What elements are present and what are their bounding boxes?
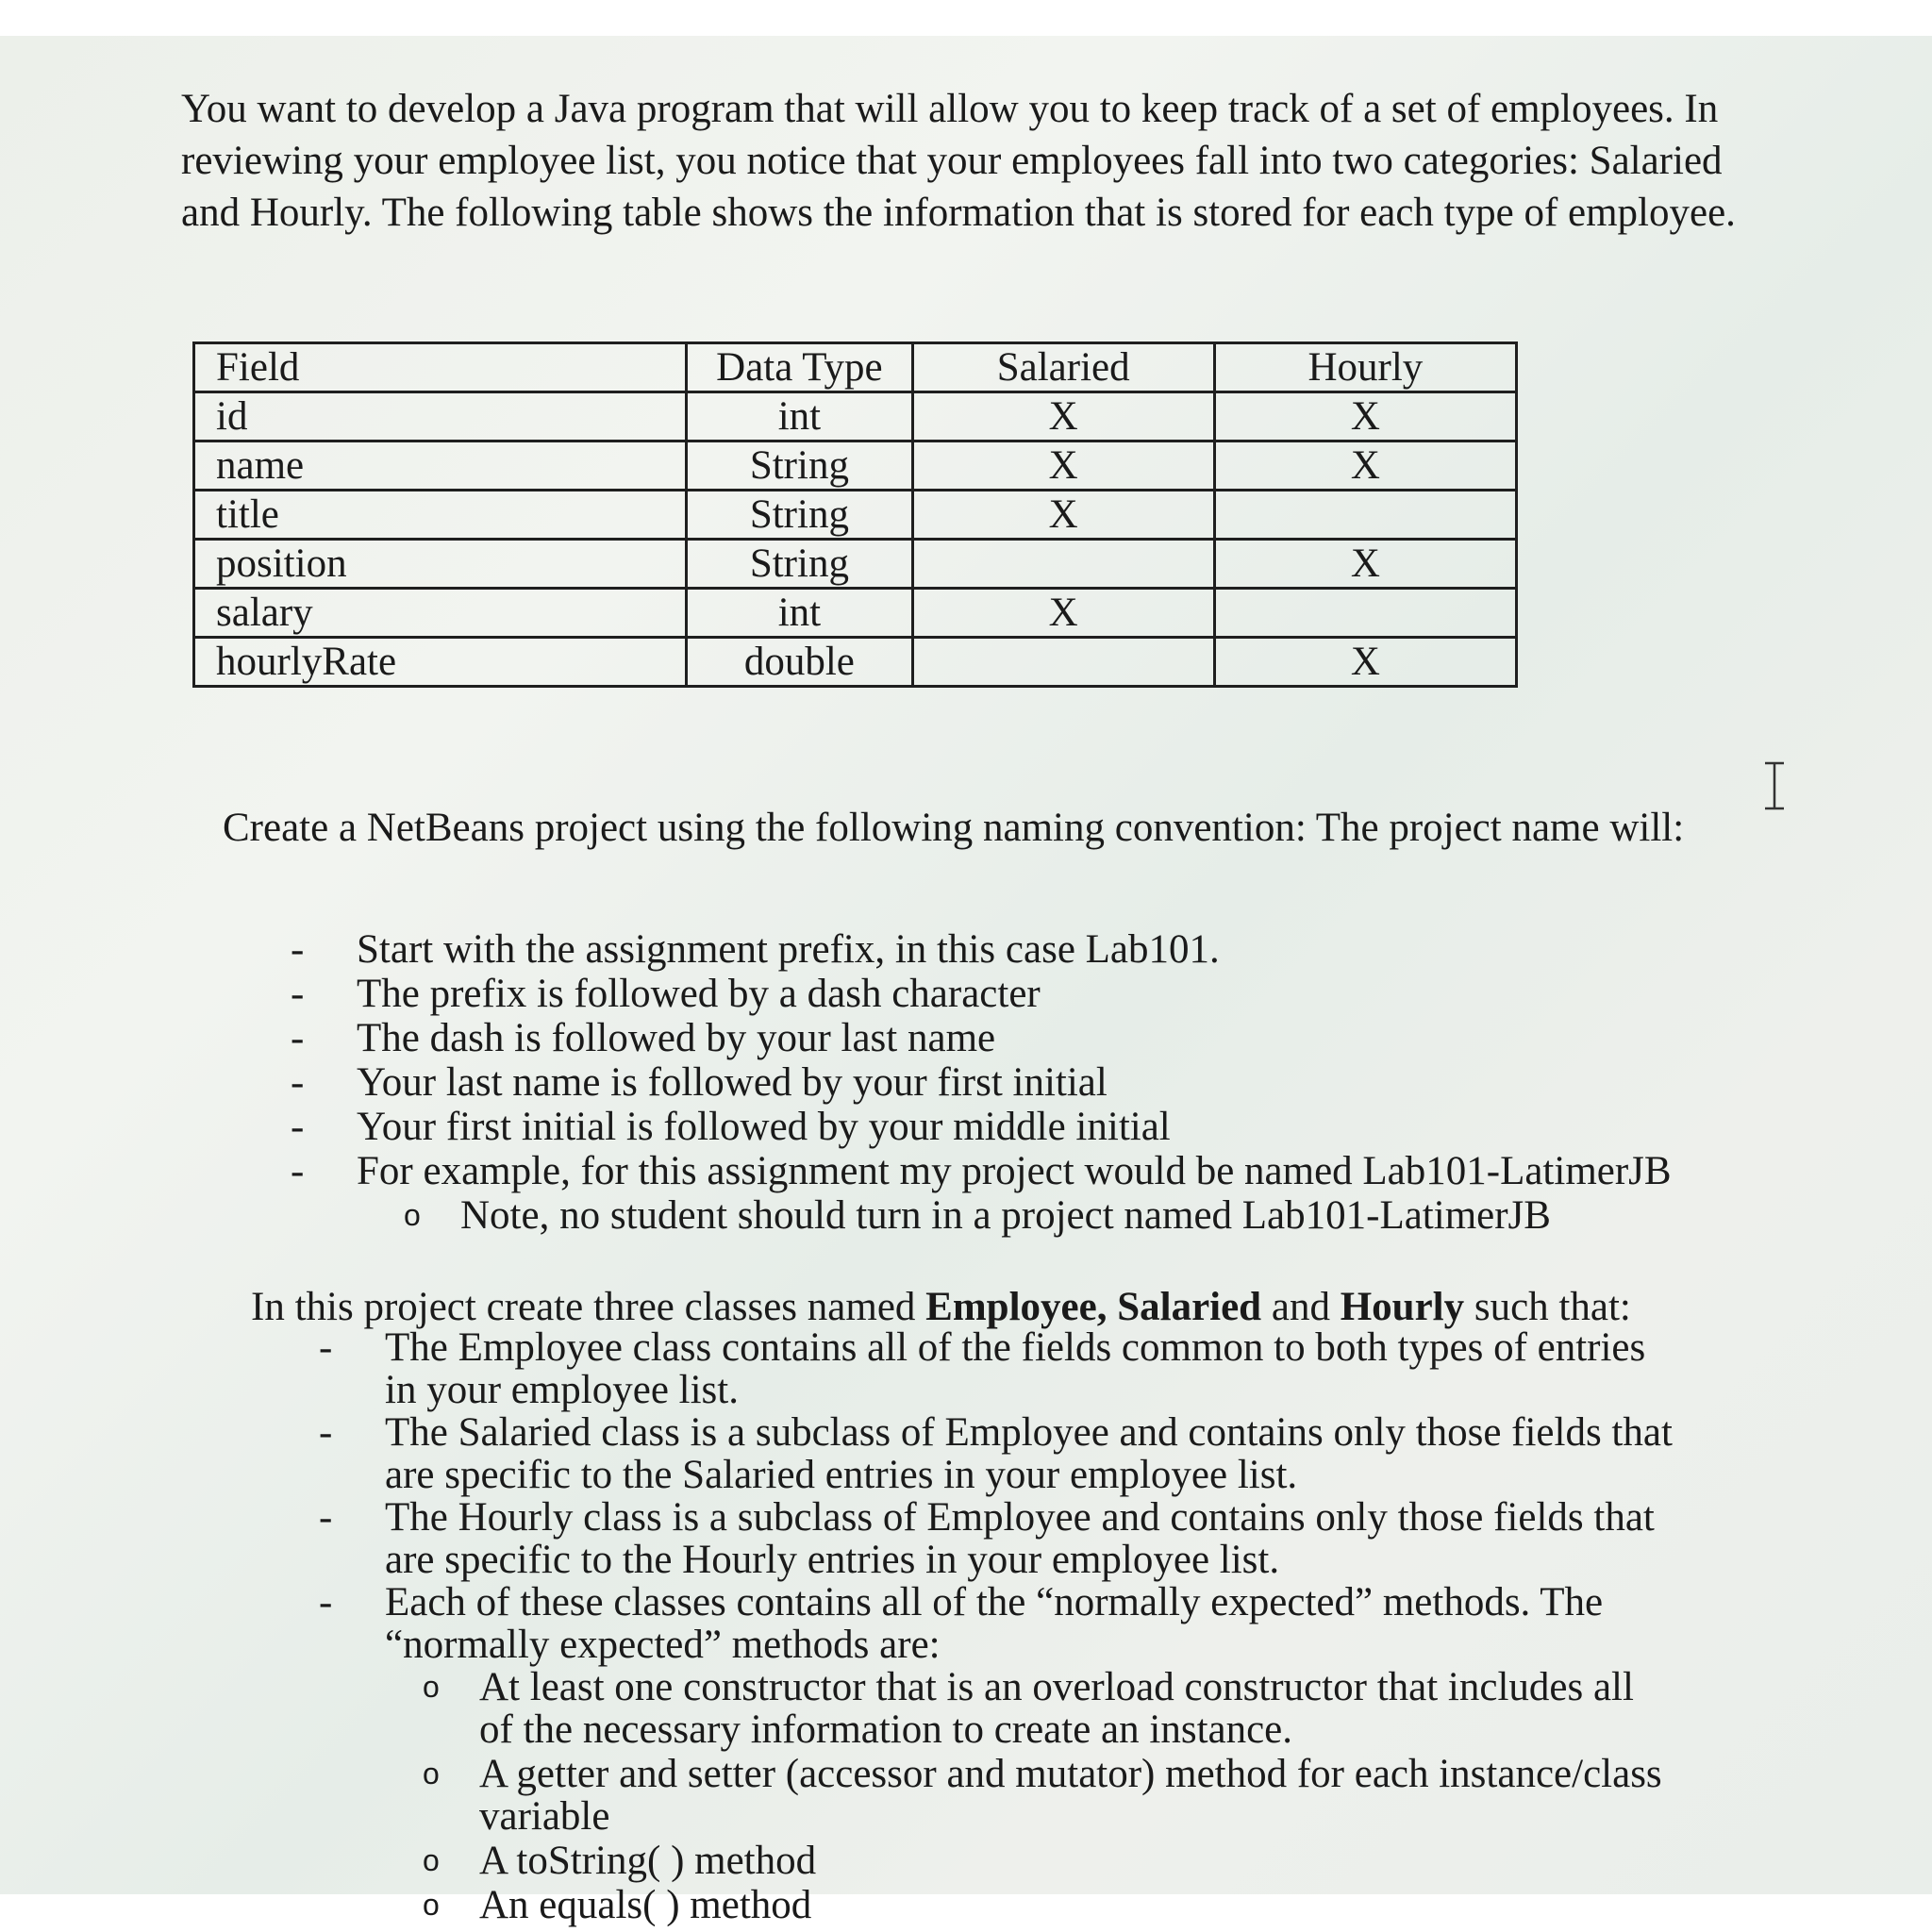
cell-field: salary xyxy=(194,589,687,638)
cell-type: int xyxy=(687,589,912,638)
header-field: Field xyxy=(194,343,687,392)
cell-type: double xyxy=(687,638,912,687)
list-item-text: A toString( ) method xyxy=(479,1839,817,1883)
table-header-row xyxy=(194,343,1517,392)
cell-salaried xyxy=(912,540,1214,589)
list-item-text: At least one constructor that is an overload constructor that includes all of the necessary information to create an instance. xyxy=(479,1665,1634,1752)
header-data-type: Data Type xyxy=(687,343,912,392)
table-row xyxy=(194,638,1517,687)
table-row xyxy=(194,540,1517,589)
list-item xyxy=(291,1149,1724,1238)
dash-bullet: - xyxy=(291,927,305,972)
cell-hourly: X xyxy=(1214,638,1516,687)
circle-bullet: o xyxy=(423,1888,440,1922)
cell-type: String xyxy=(687,491,912,540)
list-item xyxy=(319,1581,1677,1926)
list-item xyxy=(423,1666,1677,1751)
list-item xyxy=(291,1105,1724,1149)
field-table xyxy=(192,341,1518,688)
cell-hourly: X xyxy=(1214,392,1516,441)
list-item-text: Start with the assignment prefix, in this case Lab101. xyxy=(357,927,1220,972)
list-item xyxy=(291,972,1724,1016)
list-item-text: The prefix is followed by a dash character xyxy=(357,972,1041,1016)
cell-field: position xyxy=(194,540,687,589)
list-item-text: The Hourly class is a subclass of Employee and contains only those fields that are specific to the Hourly entries in your employee list. xyxy=(385,1495,1655,1582)
list-item xyxy=(423,1840,1677,1882)
cell-salaried: X xyxy=(912,589,1214,638)
dash-bullet: - xyxy=(319,1495,333,1540)
list-item xyxy=(423,1884,1677,1926)
classes-requirements-list xyxy=(319,1326,1677,1928)
expected-methods-sublist xyxy=(423,1666,1677,1926)
class-name-employee: Employee, xyxy=(925,1285,1108,1329)
circle-bullet: o xyxy=(404,1198,421,1232)
table-row xyxy=(194,441,1517,491)
table-row xyxy=(194,491,1517,540)
cell-type: String xyxy=(687,540,912,589)
list-item-text: A getter and setter (accessor and mutator) method for each instance/class variable xyxy=(479,1752,1662,1839)
dash-bullet: - xyxy=(319,1580,333,1624)
intro-paragraph: You want to develop a Java program that will allow you to keep track of a set of employees. In reviewing your employee list, you notice that your employees fall into two categories: Salaried and Hourly. The following table shows the information that is stored for each type of employee. xyxy=(181,87,1736,235)
list-item xyxy=(319,1326,1677,1411)
cell-hourly xyxy=(1214,491,1516,540)
list-item xyxy=(291,1016,1724,1060)
table-row xyxy=(194,392,1517,441)
list-item-text: Each of these classes contains all of the “normally expected” methods. The “normally expected” methods are: xyxy=(385,1580,1604,1667)
cell-type: int xyxy=(687,392,912,441)
dash-bullet: - xyxy=(291,1105,305,1149)
list-item-text: Your last name is followed by your first initial xyxy=(357,1060,1108,1105)
classes-separator: and xyxy=(1261,1285,1341,1329)
dash-bullet: - xyxy=(319,1325,333,1370)
classes-intro-prefix: In this project create three classes named xyxy=(251,1285,926,1329)
dash-bullet: - xyxy=(291,1016,305,1060)
list-item-text: An equals( ) method xyxy=(479,1883,812,1927)
list-item-text: Your first initial is followed by your middle initial xyxy=(357,1105,1171,1149)
list-item xyxy=(319,1411,1677,1496)
list-item-text: For example, for this assignment my project would be named Lab101-LatimerJB xyxy=(357,1149,1672,1193)
cell-salaried: X xyxy=(912,491,1214,540)
dash-bullet: - xyxy=(319,1410,333,1455)
naming-convention-intro: Create a NetBeans project using the following naming convention: The project name will: xyxy=(223,806,1685,850)
list-item-text: Note, no student should turn in a project named Lab101-LatimerJB xyxy=(460,1193,1551,1238)
circle-bullet: o xyxy=(423,1843,440,1877)
dash-bullet: - xyxy=(291,1149,305,1193)
classes-separator xyxy=(1107,1285,1117,1329)
list-item xyxy=(404,1193,1724,1238)
dash-bullet: - xyxy=(291,972,305,1016)
classes-intro-suffix: such that: xyxy=(1464,1285,1631,1329)
document-page xyxy=(0,36,1932,1927)
naming-rules-list xyxy=(291,927,1724,1238)
cell-hourly xyxy=(1214,589,1516,638)
list-item xyxy=(319,1496,1677,1581)
list-item xyxy=(291,927,1724,972)
cell-salaried xyxy=(912,638,1214,687)
list-item xyxy=(291,1060,1724,1105)
cell-field: id xyxy=(194,392,687,441)
cell-hourly: X xyxy=(1214,441,1516,491)
cell-hourly: X xyxy=(1214,540,1516,589)
class-name-salaried: Salaried xyxy=(1117,1285,1262,1329)
cell-field: title xyxy=(194,491,687,540)
header-hourly: Hourly xyxy=(1214,343,1516,392)
list-item-text: The Employee class contains all of the fields common to both types of entries in your employee list. xyxy=(385,1325,1646,1412)
cell-field: name xyxy=(194,441,687,491)
header-salaried: Salaried xyxy=(912,343,1214,392)
table-row xyxy=(194,589,1517,638)
cell-salaried: X xyxy=(912,441,1214,491)
cell-type: String xyxy=(687,441,912,491)
list-item-text: The dash is followed by your last name xyxy=(357,1016,996,1060)
naming-note-sublist xyxy=(404,1193,1724,1238)
cell-salaried: X xyxy=(912,392,1214,441)
class-name-hourly: Hourly xyxy=(1340,1285,1465,1329)
circle-bullet: o xyxy=(423,1670,440,1704)
list-item xyxy=(423,1753,1677,1838)
text-cursor-icon xyxy=(1762,760,1787,811)
cell-field: hourlyRate xyxy=(194,638,687,687)
list-item-text: The Salaried class is a subclass of Employee and contains only those fields that are specific to the Salaried entries in your employee list. xyxy=(385,1410,1673,1497)
dash-bullet: - xyxy=(291,1060,305,1105)
circle-bullet: o xyxy=(423,1757,440,1790)
